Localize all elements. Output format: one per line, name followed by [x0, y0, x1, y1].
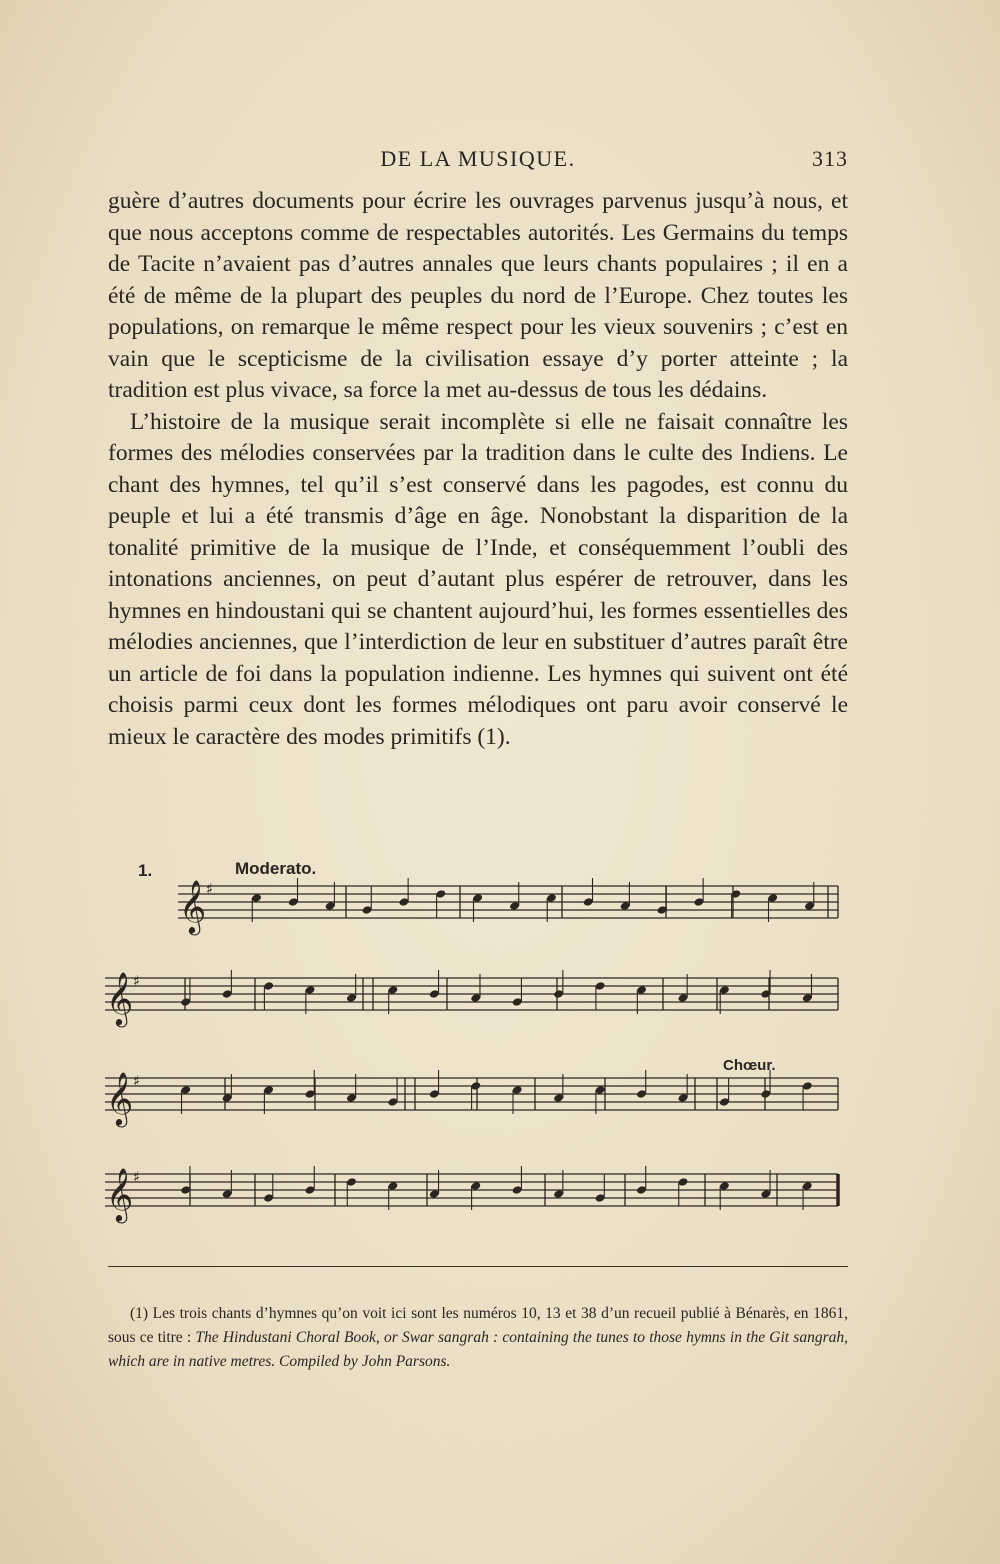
example-number: 1.	[138, 861, 153, 880]
body-text	[108, 186, 848, 753]
treble-clef-icon: 𝄞	[106, 1167, 134, 1221]
staff-system	[105, 970, 838, 1027]
staff-system	[178, 878, 838, 935]
staff-system	[105, 1166, 838, 1223]
staff-systems	[105, 878, 838, 1223]
sharp-icon: ♯	[206, 880, 214, 898]
page-number: 313	[812, 146, 848, 171]
footnote-title: The Hindustani Choral Book, or Swar sangrah : containing the tunes to those hymns in the Git sangrah, which are in native metres. Compiled by John Parsons.	[108, 1329, 848, 1370]
treble-clef-icon: 𝄞	[106, 1071, 134, 1125]
footnote-marker: (1)	[130, 1305, 149, 1322]
staff-system	[105, 1070, 838, 1127]
treble-clef-icon: 𝄞	[106, 971, 134, 1025]
paragraph-1: guère d’autres documents pour écrire les ouvrages parvenus jusqu’à nous, et que nous acceptons comme de respectables autorités. Les Germains du temps de Tacite n’avaient pas d’autres annales que leurs chants populaires ; il en a été de même de la plupart des peuples du nord de l’Europe. Chez toutes les populations, on remarque le même respect pour les vieux souvenirs ; c’est en vain que le scepticisme de la civilisation essaye d’y porter atteinte ; la tradition est plus vivace, sa force la met au-dessus de tous les dédains.	[108, 188, 848, 403]
music-example	[100, 852, 860, 1232]
tempo-marking: Moderato.	[235, 859, 317, 878]
footnote	[108, 1302, 848, 1374]
footnote-text: Les trois chants d’hymnes qu’on voit ici sont les numéros 10, 13 et 38 d’un recueil publié à Bénarès, en 1861, sous ce titre :	[108, 1305, 848, 1346]
choir-marking: Chœur.	[723, 1057, 776, 1074]
sharp-icon: ♯	[133, 1168, 141, 1186]
sharp-icon: ♯	[133, 972, 141, 990]
running-head	[108, 146, 848, 176]
running-title: DE LA MUSIQUE.	[380, 146, 576, 171]
music-notation	[100, 852, 860, 1232]
footnote-rule	[108, 1266, 848, 1267]
paragraph-2: L’histoire de la musique serait incomplète si elle ne faisait connaître les formes des mélodies conservées par la tradition dans le culte des Indiens. Le chant des hymnes, tel qu’il s’est conservé dans les pagodes, est connu du peuple et lui a été transmis d’âge en âge. Nonobstant la disparition de la tonalité primitive de la musique de l’Inde, et conséquemment l’oubli des intonations anciennes, on peut d’autant plus espérer de retrouver, dans les hymnes en hindoustani qui se chantent aujourd’hui, les formes essentielles des mélodies anciennes, que l’interdiction de leur en substituer d’autres paraît être un article de foi dans la population indienne. Les hymnes qui suivent ont été choisis parmi ceux dont les formes mélodiques ont paru avoir conservé le mieux le caractère des modes primitifs (1).	[108, 408, 848, 750]
sharp-icon: ♯	[133, 1072, 141, 1090]
treble-clef-icon: 𝄞	[179, 879, 207, 933]
